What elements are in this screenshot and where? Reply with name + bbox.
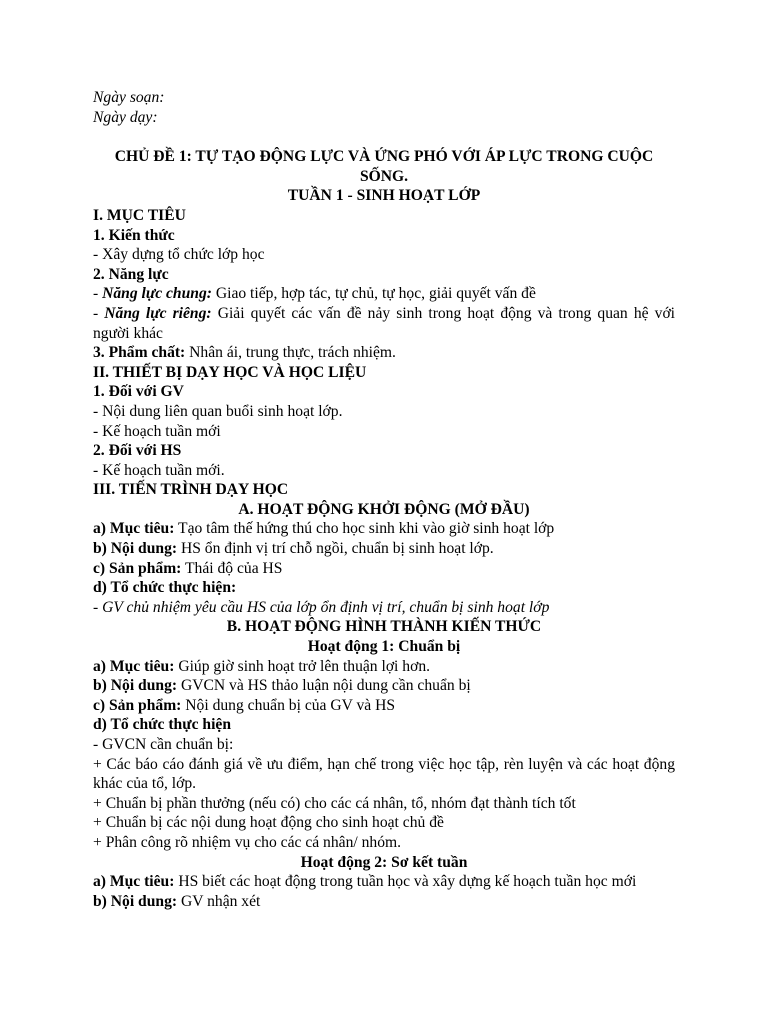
part-a-org-label: d) Tổ chức thực hiện: xyxy=(93,579,237,597)
activity2-content xyxy=(93,892,675,912)
part-a-content xyxy=(93,539,675,559)
content-label: b) Nội dung: xyxy=(93,677,178,695)
teacher-item: - Kế hoạch tuần mới xyxy=(93,422,221,440)
general-competence xyxy=(93,284,675,304)
topic-title: CHỦ ĐỀ 1: TỰ TẠO ĐỘNG LỰC VÀ ỨNG PHÓ VỚI ÁP LỰC TRONG CUỘC SỐNG. xyxy=(114,148,654,185)
teacher-item: - Nội dung liên quan buổi sinh hoạt lớp. xyxy=(93,402,343,420)
goal-text: HS biết các hoạt động trong tuần học và xây dựng kế hoạch tuần học mới xyxy=(174,873,637,891)
product-text: Nội dung chuẩn bị của GV và HS xyxy=(181,696,396,714)
goal-label: a) Mục tiêu: xyxy=(93,657,175,675)
teacher-heading: 1. Đối với GV xyxy=(93,383,184,401)
content-label: b) Nội dung: xyxy=(93,540,178,558)
content-text: GV nhận xét xyxy=(177,892,261,910)
knowledge-item: - Xây dựng tổ chức lớp học xyxy=(93,246,265,264)
product-label: c) Sản phẩm: xyxy=(93,559,182,577)
section-equipment-heading: II. THIẾT BỊ DẠY HỌC VÀ HỌC LIỆU xyxy=(93,363,367,381)
content-text: HS ổn định vị trí chỗ ngồi, chuẩn bị sinh hoạt lớp. xyxy=(177,540,494,558)
product-label: c) Sản phẩm: xyxy=(93,696,182,714)
activity2-goal xyxy=(93,872,675,892)
part-a-heading: A. HOẠT ĐỘNG KHỞI ĐỘNG (MỞ ĐẦU) xyxy=(238,500,530,518)
week-title: TUẦN 1 - SINH HOẠT LỚP xyxy=(287,187,481,205)
goal-label: a) Mục tiêu: xyxy=(93,520,175,538)
lesson-plan-page xyxy=(93,88,675,911)
content-label: b) Nội dung: xyxy=(93,892,178,910)
quality xyxy=(93,343,675,363)
student-heading: 2. Đối với HS xyxy=(93,442,182,460)
activity1-goal xyxy=(93,657,675,677)
list-item: + Chuẩn bị các nội dung hoạt động cho sinh hoạt chủ đề xyxy=(93,814,444,832)
specific-prefix: - xyxy=(93,304,105,322)
competence-heading: 2. Năng lực xyxy=(93,265,169,283)
specific-competence xyxy=(93,304,675,343)
goal-text: Giúp giờ sinh hoạt trở lên thuận lợi hơn. xyxy=(174,657,431,675)
prep-date: Ngày soạn: xyxy=(93,89,165,106)
part-a-product xyxy=(93,559,675,579)
activity1-heading: Hoạt động 1: Chuẩn bị xyxy=(307,638,461,656)
section-process-heading: III. TIẾN TRÌNH DẠY HỌC xyxy=(93,481,289,499)
quality-text: Nhân ái, trung thực, trách nhiệm. xyxy=(185,344,396,362)
section-objectives-heading: I. MỤC TIÊU xyxy=(93,206,186,224)
quality-label: 3. Phẩm chất: xyxy=(93,344,186,362)
activity1-product xyxy=(93,696,675,716)
content-text: GVCN và HS thảo luận nội dung cần chuẩn bị xyxy=(177,677,471,695)
goal-text: Tạo tâm thế hứng thú cho học sinh khi vào giờ sinh hoạt lớp xyxy=(174,520,555,538)
list-item: + Chuẩn bị phần thưởng (nếu có) cho các cá nhân, tổ, nhóm đạt thành tích tốt xyxy=(93,794,576,812)
part-b-heading: B. HOẠT ĐỘNG HÌNH THÀNH KIẾN THỨC xyxy=(226,618,542,636)
activity1-content xyxy=(93,676,675,696)
specific-competence-text: Giải quyết các vấn đề nảy sinh trong hoạt động và trong quan hệ với người khác xyxy=(93,304,676,342)
general-prefix: - xyxy=(93,285,103,303)
list-item: + Các báo cáo đánh giá về ưu điểm, hạn chế trong việc học tập, rèn luyện và các hoạt động khác của tổ, lớp. xyxy=(93,755,675,793)
knowledge-heading: 1. Kiến thức xyxy=(93,226,175,244)
part-a-org-text: - GV chủ nhiệm yêu cầu HS của lớp ổn định vị trí, chuẩn bị sinh hoạt lớp xyxy=(93,598,550,616)
product-text: Thái độ của HS xyxy=(181,559,283,577)
goal-label: a) Mục tiêu: xyxy=(93,873,175,891)
activity2-heading: Hoạt động 2: Sơ kết tuần xyxy=(300,853,468,871)
activity1-org-label: d) Tổ chức thực hiện xyxy=(93,716,231,734)
general-competence-label: Năng lực chung: xyxy=(102,285,212,303)
list-item: - GVCN cần chuẩn bị: xyxy=(93,736,234,753)
specific-competence-label: Năng lực riêng: xyxy=(104,304,212,322)
list-item: + Phân công rõ nhiệm vụ cho các cá nhân/ nhóm. xyxy=(93,833,402,851)
part-a-goal xyxy=(93,519,675,539)
general-competence-text: Giao tiếp, hợp tác, tự chủ, tự học, giải quyết vấn đề xyxy=(211,285,536,303)
teach-date: Ngày dạy: xyxy=(93,108,158,126)
student-item: - Kế hoạch tuần mới. xyxy=(93,461,225,479)
spacer xyxy=(93,127,675,147)
